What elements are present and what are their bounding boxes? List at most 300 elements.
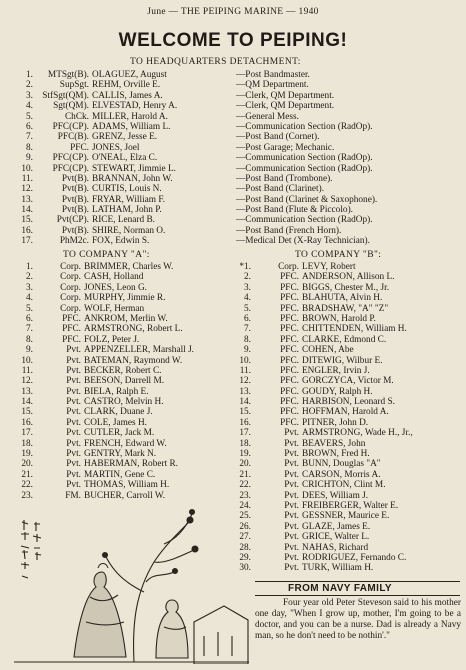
entry-num: 4. [26,101,33,112]
entry-rank: Pvt. [284,552,299,563]
running-head: June — THE PEIPING MARINE — 1940 [147,7,319,17]
entry-num: 20. [239,459,251,470]
list-item [236,376,464,386]
entry-rank: PFC(B). [57,132,89,143]
entry-rank: Pvt. [66,469,81,480]
entry-num: 15. [21,407,33,418]
entry-name: MARTIN, Gene C. [84,469,156,480]
entry-name: GOUDY, Ralph H. [302,386,373,397]
entry-rank: Pvt(CP). [56,215,89,226]
entry-rank: PFC. [280,324,299,335]
entry-num: 5. [26,303,33,314]
list-item [18,153,238,163]
entry-rank: Pvt. [284,490,299,501]
list-item [18,262,253,272]
entry-num: 15. [21,215,33,226]
entry-num: 14. [239,397,251,408]
entry-num: 30. [239,563,251,574]
entry-name: FOX, Edwin S. [92,236,150,247]
list-item [236,491,464,501]
entry-name: RODRIGUEZ, Fernando C. [302,552,407,563]
list-item [18,397,253,407]
duty-assignment: —Medical Det (X-Ray Technician). [236,236,370,247]
list-item [236,439,464,449]
entry-num: 14. [21,205,33,216]
entry-name: CLARKE, Edmond C. [302,334,387,345]
entry-name: HARBISON, Leonard S. [302,397,395,408]
box-rule-top [255,581,460,582]
list-item [18,491,253,501]
calligraphy-mark [33,522,41,560]
list-item [236,397,464,407]
entry-num: 6. [26,121,33,132]
entry-rank: PFC. [280,386,299,397]
entry-rank: PFC. [280,376,299,387]
entry-num: 11. [21,365,33,376]
list-item [18,449,253,459]
list-item [236,314,464,324]
entry-rank: PFC. [70,142,89,153]
entry-rank: Pvt. [284,542,299,553]
entry-num: 5. [26,111,33,122]
duty-assignment: —Post Band (Clarinet). [236,184,325,195]
list-item [18,314,253,324]
duty-assignment: —Communication Section (RadOp). [236,163,373,174]
entry-name: CALLIS, James A. [92,90,163,101]
list-item [18,459,253,469]
entry-name: APPENZELLER, Marshall J. [84,345,195,356]
entry-name: O'NEAL, Elza C. [92,153,158,164]
entry-name: CRICHTON, Clint M. [302,480,386,491]
list-item [18,272,253,282]
entry-num: 21. [21,469,33,480]
list-item [18,101,238,111]
list-item [236,459,464,469]
entry-rank: PFC. [280,282,299,293]
entry-name: BIELA, Ralph E. [84,386,149,397]
entry-name: PITNER, John D. [302,417,369,428]
list-item [18,418,253,428]
hq-heading: TO HEADQUARTERS DETACHMENT: [130,57,301,67]
entry-name: BEAVERS, John [302,438,366,449]
entry-rank: Pvt. [66,438,81,449]
entry-num: 3. [26,90,33,101]
entry-num: 16. [21,225,33,236]
entry-name: COLE, James H. [84,417,148,428]
entry-num: 27. [239,532,251,543]
entry-rank: Corp. [60,272,81,283]
entry-rank: Pvt(B). [61,194,89,205]
entry-name: MURPHY, Jimmie R. [84,293,166,304]
entry-rank: StfSgt(QM). [42,90,89,101]
duty-assignment: —Post Band (Clarinet & Saxophone). [236,194,378,205]
entry-num: 11. [21,173,33,184]
entry-num: 13. [239,386,251,397]
entry-rank: Pvt. [284,532,299,543]
entry-num: 9. [26,345,33,356]
hq-duties-column [236,70,461,247]
list-item [236,553,464,563]
list-item [18,324,253,334]
list-item [18,205,238,215]
list-item [18,345,253,355]
list-item [18,184,238,194]
list-item [236,356,464,366]
entry-name: FRENCH, Edward W. [84,438,167,449]
entry-name: THOMAS, William H. [84,480,170,491]
entry-num: 8. [244,334,251,345]
entry-name: ARMSTRONG, Wade H., Jr., [302,428,413,439]
entry-num: 15. [239,407,251,418]
entry-name: CUTLER, Jack M. [84,428,155,439]
entry-rank: Corp. [60,262,81,272]
entry-rank: Pvt. [66,355,81,366]
entry-num: 18. [21,438,33,449]
entry-num: 13. [21,386,33,397]
entry-name: JONES, Leon G. [84,282,148,293]
entry-num: 24. [239,500,251,511]
entry-num: 25. [239,511,251,522]
entry-name: OLAGUEZ, August [92,70,167,80]
entry-rank: MTSgt(B). [47,70,89,80]
entry-name: BEESON, Darrell M. [84,376,165,387]
entry-rank: PFC. [62,313,81,324]
entry-num: 10. [21,163,33,174]
list-item [18,428,253,438]
entry-num: 22. [239,480,251,491]
entry-rank: Pvt. [284,469,299,480]
entry-name: BRANNAN, John W. [92,173,173,184]
entry-num: 9. [244,345,251,356]
entry-rank: Pvt. [66,428,81,439]
entry-name: MILLER, Harold A. [92,111,168,122]
entry-num: 23. [239,490,251,501]
list-item [18,91,238,101]
company-a-column [18,262,253,501]
list-item [18,376,253,386]
entry-rank: Pvt. [66,345,81,356]
entry-num: 7. [244,324,251,335]
company-a-heading: TO COMPANY "A": [63,250,150,260]
entry-rank: Pvt. [284,521,299,532]
list-item [236,563,464,573]
list-item [18,112,238,122]
list-item [236,283,464,293]
entry-num: 13. [21,194,33,205]
entry-num: 6. [244,313,251,324]
entry-rank: Pvt(B). [61,225,89,236]
entry-rank: PFC. [280,293,299,304]
entry-num: 17. [21,428,33,439]
entry-name: WOLF, Herman [84,303,145,314]
entry-name: HABERMAN, Robert R. [84,459,179,470]
entry-name: BROWN, Harold P. [302,313,376,324]
list-item [236,272,464,282]
entry-rank: PFC. [280,303,299,314]
entry-rank: PFC(CP). [52,121,89,132]
entry-num: 2. [244,272,251,283]
entry-name: CHITTENDEN, William H. [302,324,407,335]
list-item [18,70,238,80]
entry-name: ELVESTAD, Henry A. [92,101,178,112]
entry-num: 23. [21,490,33,501]
entry-rank: PFC. [280,365,299,376]
entry-num: 12. [21,376,33,387]
list-item [18,80,238,90]
entry-num: 7. [26,324,33,335]
duty-assignment: —General Mess. [236,111,299,122]
entry-num: 17. [239,428,251,439]
entry-name: TURK, William H. [302,563,374,574]
list-item [18,122,238,132]
entry-num: 12. [21,184,33,195]
entry-rank: Pvt. [66,407,81,418]
list-item [18,143,238,153]
entry-rank: Pvt. [284,511,299,522]
entry-num: 5. [244,303,251,314]
entry-num: 8. [26,142,33,153]
box-rule-bottom [255,595,460,596]
entry-num: 19. [239,449,251,460]
entry-name: BUCHER, Carroll W. [84,490,166,501]
entry-rank: Pvt. [284,459,299,470]
entry-name: HOFFMAN, Harold A. [302,407,389,418]
entry-num: 26. [239,521,251,532]
entry-num: 2. [26,272,33,283]
company-b-heading: TO COMPANY "B": [295,250,382,260]
entry-name: BRADSHAW, "A" "Z" [302,303,389,314]
entry-name: LATHAM, John P. [92,205,162,216]
list-item [18,132,238,142]
entry-name: SHIRE, Norman O. [92,225,166,236]
entry-name: CURTIS, Louis N. [92,184,162,195]
entry-num: 7. [26,132,33,143]
list-item [18,304,253,314]
entry-rank: Corp. [60,282,81,293]
entry-name: LEVY, Robert [302,262,356,272]
entry-rank: Pvt. [66,365,81,376]
entry-name: ARMSTRONG, Robert L. [84,324,183,335]
entry-num: 21. [239,469,251,480]
list-item [236,335,464,345]
list-item [18,195,238,205]
list-item [18,293,253,303]
entry-name: BRIMMER, Charles W. [84,262,174,272]
entry-num: 19. [21,449,33,460]
entry-rank: PFC. [280,272,299,283]
entry-num: 14. [21,397,33,408]
entry-rank: Pvt. [66,376,81,387]
entry-num: 6. [26,313,33,324]
list-item [236,501,464,511]
list-item [18,470,253,480]
list-item [18,356,253,366]
entry-name: FRYAR, William F. [92,194,166,205]
entry-name: ANDERSON, Allison L. [302,272,395,283]
entry-num: 22. [21,480,33,491]
entry-name: ANKROM, Merlin W. [84,313,168,324]
list-item [236,418,464,428]
list-item [236,304,464,314]
list-item [236,511,464,521]
entry-name: FREIBERGER, Walter E. [302,500,399,511]
entry-name: CASTRO, Melvin H. [84,397,164,408]
entry-name: BLAHUTA, Alvin H. [302,293,383,304]
duty-assignment: —Clerk, QM Department. [236,90,335,101]
entry-rank: Pvt. [66,459,81,470]
entry-name: GRICE, Walter L. [302,532,370,543]
list-item [236,470,464,480]
entry-num: 1. [26,262,33,272]
entry-num: 2. [26,80,33,91]
entry-num: *1. [239,262,251,272]
duty-assignment: —Post Band (French Horn). [236,225,342,236]
list-item [18,226,238,236]
duty-assignment: —Post Garage; Mechanic. [236,142,335,153]
entry-num: 10. [239,355,251,366]
entry-rank: PFC. [280,397,299,408]
entry-rank: Pvt. [284,438,299,449]
entry-name: FOLZ, Peter J. [84,334,140,345]
duty-assignment: —Clerk, QM Department. [236,101,335,112]
calligraphy-mark [21,520,29,578]
entry-rank: Corp. [60,293,81,304]
list-item [236,428,464,438]
list-item [236,543,464,553]
entry-rank: Corp. [278,262,299,272]
entry-rank: Pvt(B). [61,173,89,184]
entry-num: 28. [239,542,251,553]
entry-num: 3. [244,282,251,293]
list-item [236,324,464,334]
navy-family-paragraph: Four year old Peter Steveson said to his mother one day, "When I grow up, mother, I'm going to be a doctor, and you can be a nurse. Dad is already a Navy man, so he don't need to be nothin'." [255,598,461,641]
entry-name: CLARK, Duane J. [84,407,153,418]
duty-assignment: —QM Department. [236,80,309,91]
entry-num: 16. [239,417,251,428]
entry-name: BECKER, Robert C. [84,365,162,376]
company-b-column [236,262,464,574]
entry-rank: Pvt. [284,563,299,574]
entry-rank: Pvt. [284,480,299,491]
duty-assignment: —Communication Section (RadOp). [236,215,373,226]
list-item [236,407,464,417]
list-item [236,366,464,376]
entry-name: GORCZYCA, Victor M. [302,376,394,387]
entry-name: CARSON, Morris A. [302,469,381,480]
entry-name: GRENZ, Jesse E. [92,132,158,143]
list-item [18,283,253,293]
duty-assignment: —Post Bandmaster. [236,70,310,80]
entry-name: DEES, William J. [302,490,369,501]
duty-assignment: —Post Band (Cornet). [236,132,320,143]
entry-name: REHM, Orville E. [92,80,161,91]
list-item [18,366,253,376]
entry-rank: Sgt(QM). [53,101,89,112]
entry-name: ADAMS, William L. [92,121,171,132]
entry-num: 16. [21,417,33,428]
list-item [18,174,238,184]
entry-name: STEWART, Jimmie L. [92,163,176,174]
entry-rank: PFC. [280,407,299,418]
entry-num: 9. [26,153,33,164]
entry-name: BATEMAN, Raymond W. [84,355,183,366]
entry-num: 20. [21,459,33,470]
entry-name: COHEN, Abe [302,345,354,356]
entry-num: 12. [239,376,251,387]
entry-name: BROWN, Fred H. [302,449,370,460]
entry-num: 1. [26,70,33,80]
entry-name: JONES, Joel [92,142,140,153]
duty-assignment: —Post Band (Trombone). [236,173,333,184]
entry-name: NAHAS, Richard [302,542,369,553]
entry-rank: PFC. [280,334,299,345]
entry-name: CASH, Holland [84,272,144,283]
entry-rank: PFC. [280,417,299,428]
entry-name: GESSNER, Maurice E. [302,511,390,522]
list-item [18,335,253,345]
entry-rank: SupSgt. [59,80,89,91]
entry-rank: Pvt. [284,428,299,439]
entry-num: 3. [26,282,33,293]
entry-rank: Pvt. [284,500,299,511]
list-item [236,293,464,303]
entry-num: 4. [26,293,33,304]
entry-name: BIGGS, Chester M., Jr. [302,282,390,293]
list-item [18,407,253,417]
entry-num: 4. [244,293,251,304]
entry-rank: PFC. [62,324,81,335]
entry-num: 8. [26,334,33,345]
entry-name: RICE, Lenard B. [92,215,155,226]
entry-name: DITEWIG, Wilbur E. [302,355,383,366]
duty-assignment: —Post Band (Flute & Piccolo). [236,205,353,216]
entry-num: 10. [21,355,33,366]
entry-name: BUNN, Douglas "A" [302,459,381,470]
entry-rank: Pvt. [66,386,81,397]
entry-rank: ChCk. [64,111,89,122]
entry-rank: FM. [65,490,81,501]
list-item [236,387,464,397]
page-title: WELCOME TO PEIPING! [118,30,348,51]
entry-num: 11. [239,365,251,376]
list-item [18,480,253,490]
list-item [18,439,253,449]
list-item [236,532,464,542]
navy-family-title: FROM NAVY FAMILY [288,583,393,594]
list-item [236,522,464,532]
hq-names-column [18,70,238,247]
entry-name: ENGLER, Irvin J. [302,365,370,376]
entry-rank: Pvt(B). [61,205,89,216]
entry-rank: Pvt. [66,417,81,428]
entry-rank: PFC. [62,334,81,345]
list-item [18,215,238,225]
entry-rank: Pvt. [66,480,81,491]
entry-rank: Pvt. [66,397,81,408]
navy-family-story [255,598,461,642]
entry-name: GENTRY, Mark N. [84,449,157,460]
entry-name: GLAZE, James E. [302,521,371,532]
list-item [236,480,464,490]
entry-num: 17. [21,236,33,247]
entry-num: 29. [239,552,251,563]
entry-rank: PFC. [280,355,299,366]
duty-assignment: —Communication Section (RadOp). [236,153,373,164]
list-item [18,236,238,246]
entry-rank: PhM2c. [59,236,89,247]
list-item [236,262,464,272]
entry-rank: Corp. [60,303,81,314]
